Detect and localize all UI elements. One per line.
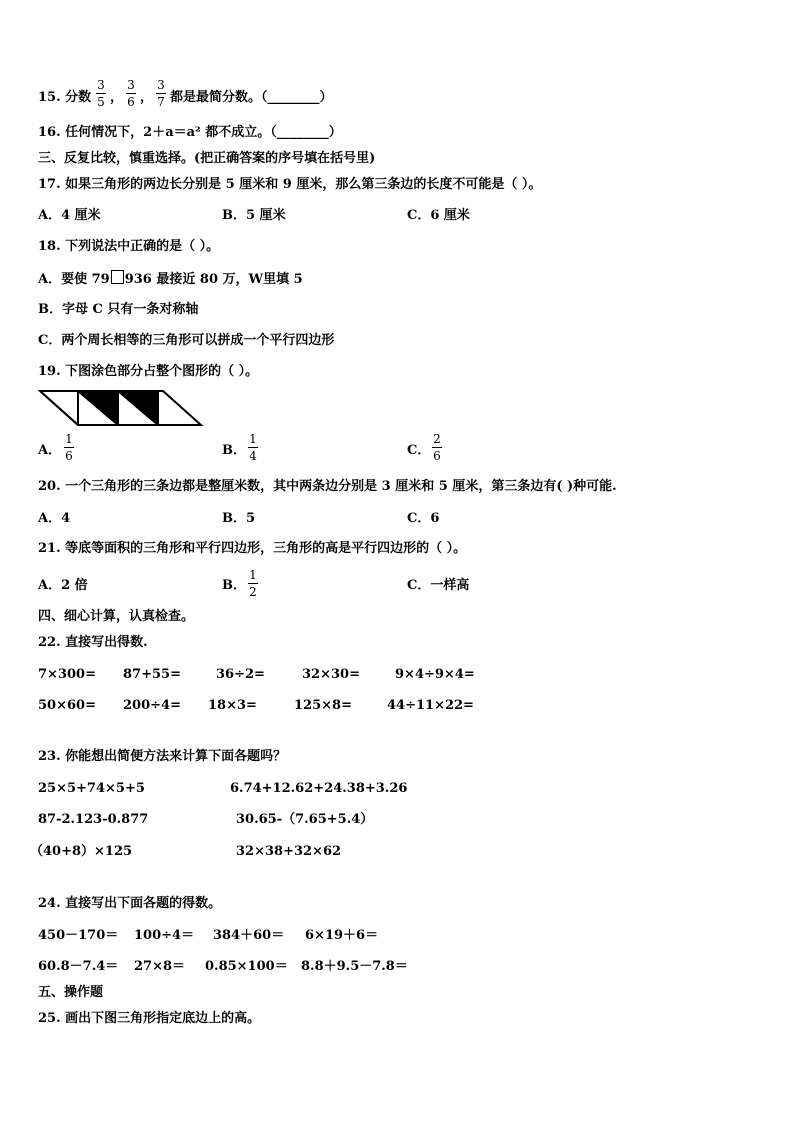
q17-option-b[interactable]: B．5 厘米 bbox=[222, 208, 286, 223]
q22-expr-7: 200÷4= bbox=[123, 698, 181, 713]
q23-expr-4: 30.65-（7.65+5.4） bbox=[236, 812, 374, 827]
q17-option-a[interactable]: A．4 厘米 bbox=[38, 208, 101, 223]
q20-option-a[interactable]: A．4 bbox=[38, 511, 71, 526]
q23-expr-1: 25×5+74×5+5 bbox=[38, 781, 145, 796]
q19-text: 19. 下图涂色部分占整个图形的（ ）。 bbox=[38, 364, 259, 379]
q15-fraction-2: 3 6 bbox=[127, 78, 135, 109]
section-3-heading: 三、反复比较，慎重选择。(把正确答案的序号填在括号里) bbox=[38, 151, 376, 166]
q23-expr-5: （40+8）×125 bbox=[30, 844, 133, 859]
q20-text: 20. 一个三角形的三条边都是整厘米数，其中两条边分别是 3 厘米和 5 厘米，第三条边有( )种可能. bbox=[38, 479, 617, 494]
q17-option-c[interactable]: C．6 厘米 bbox=[407, 208, 470, 223]
section-5-heading: 五、操作题 bbox=[38, 985, 104, 1000]
q24-expr-4: 6×19＋6＝ bbox=[305, 928, 379, 943]
q21-text: 21. 等底等面积的三角形和平行四边形，三角形的高是平行四边形的（ ）。 bbox=[38, 541, 467, 556]
q19-option-c-label[interactable]: C． bbox=[407, 443, 431, 458]
q22-expr-6: 50×60= bbox=[38, 698, 96, 713]
q24-expr-1: 450－170＝ bbox=[38, 928, 119, 943]
q24-text: 24. 直接写出下面各题的得数。 bbox=[38, 896, 222, 911]
q23-expr-2: 6.74+12.62+24.38+3.26 bbox=[230, 781, 408, 796]
q15-fraction-3: 3 7 bbox=[157, 78, 165, 109]
q24-expr-5: 60.8－7.4＝ bbox=[38, 959, 119, 974]
q16-text: 16. 任何情况下，2＋a＝a² 都不成立。（________） bbox=[38, 125, 342, 140]
q24-expr-6: 27×8＝ bbox=[134, 959, 186, 974]
blank-box-icon bbox=[111, 270, 124, 284]
q19-option-a-label[interactable]: A． bbox=[38, 443, 62, 458]
q22-expr-5: 9×4÷9×4= bbox=[395, 667, 475, 682]
q15-line bbox=[38, 89, 91, 107]
q18-option-c[interactable]: C．两个周长相等的三角形可以拼成一个平行四边形 bbox=[38, 333, 335, 348]
q25-text: 25. 画出下图三角形指定底边上的高。 bbox=[38, 1011, 261, 1026]
q21-option-a[interactable]: A．2 倍 bbox=[38, 578, 88, 593]
q18-option-b[interactable]: B．字母 C 只有一条对称轴 bbox=[38, 302, 199, 317]
q19-option-a-fraction[interactable]: 1 6 bbox=[65, 432, 73, 463]
q22-expr-2: 87+55= bbox=[123, 667, 181, 682]
q22-expr-1: 7×300= bbox=[38, 667, 96, 682]
q23-expr-6: 32×38+32×62 bbox=[236, 844, 342, 859]
q22-text: 22. 直接写出得数. bbox=[38, 635, 148, 650]
q23-text: 23. 你能想出简便方法来计算下面各题吗？ bbox=[38, 749, 287, 764]
parallelogram-figure bbox=[38, 389, 204, 427]
q20-option-b[interactable]: B．5 bbox=[222, 511, 256, 526]
q20-option-c[interactable]: C．6 bbox=[407, 511, 440, 526]
q17-text: 17. 如果三角形的两边长分别是 5 厘米和 9 厘米，那么第三条边的长度不可能是（ ）。 bbox=[38, 177, 542, 192]
q22-expr-10: 44÷11×22= bbox=[387, 698, 474, 713]
q21-option-b-fraction[interactable]: 1 2 bbox=[249, 568, 257, 599]
q24-expr-7: 0.85×100＝ bbox=[205, 959, 288, 974]
q19-option-c-fraction[interactable]: 2 6 bbox=[433, 432, 441, 463]
q21-option-b-label[interactable]: B． bbox=[222, 578, 246, 593]
q22-expr-3: 36÷2= bbox=[216, 667, 265, 682]
q22-expr-9: 125×8= bbox=[294, 698, 352, 713]
q15-sep-1: ， bbox=[110, 90, 124, 105]
q15-suffix: 都是最简分数。（________） bbox=[170, 90, 333, 105]
q18-text: 18. 下列说法中正确的是（ ）。 bbox=[38, 239, 220, 254]
q18-option-a[interactable]: A．要使 79 936 最接近 80 万，W里填 5 bbox=[38, 272, 303, 287]
q24-expr-3: 384＋60＝ bbox=[213, 928, 285, 943]
q24-expr-2: 100÷4＝ bbox=[134, 928, 195, 943]
q22-expr-8: 18×3= bbox=[208, 698, 257, 713]
q22-expr-4: 32×30= bbox=[302, 667, 360, 682]
q19-option-b-fraction[interactable]: 1 4 bbox=[249, 432, 257, 463]
q15-sep-2: ， bbox=[140, 90, 154, 105]
q15-prefix: 15. 分数 bbox=[38, 90, 92, 105]
parallelogram-outline bbox=[40, 391, 201, 425]
q19-option-b-label[interactable]: B． bbox=[222, 443, 246, 458]
section-4-heading: 四、细心计算，认真检查。 bbox=[38, 609, 195, 624]
q24-expr-8: 8.8＋9.5－7.8＝ bbox=[301, 959, 408, 974]
q23-expr-3: 87-2.123-0.877 bbox=[38, 812, 149, 827]
q15-fraction-1: 3 5 bbox=[97, 78, 105, 109]
q21-option-c[interactable]: C．一样高 bbox=[407, 578, 470, 593]
